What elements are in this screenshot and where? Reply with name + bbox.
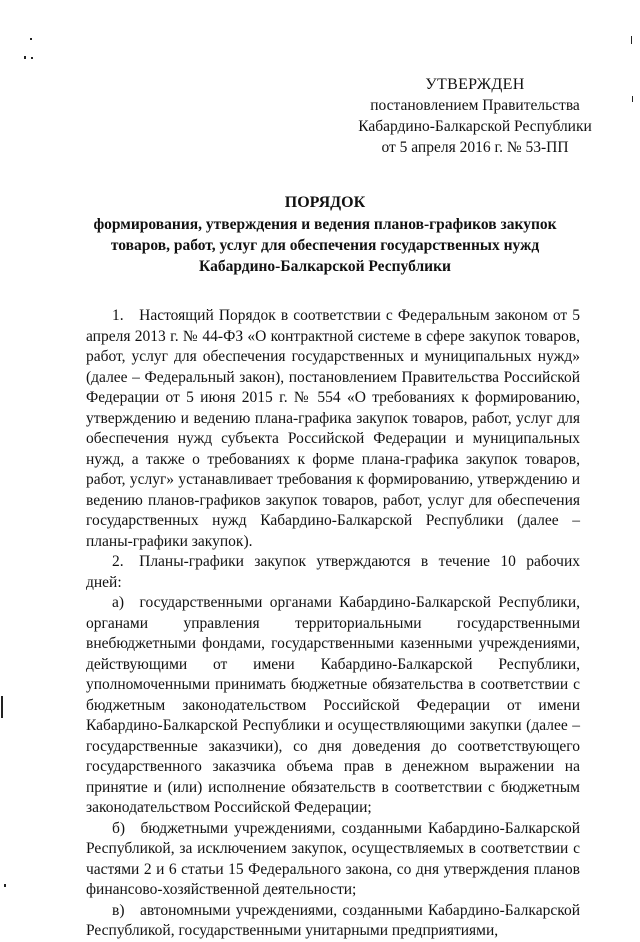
approval-line: Кабардино-Балкарской Республики bbox=[358, 118, 592, 135]
document-body bbox=[86, 306, 580, 942]
scan-mark bbox=[4, 884, 6, 887]
document-title bbox=[60, 192, 590, 277]
title-subtitle: Кабардино-Балкарской Республики bbox=[199, 258, 451, 275]
paragraph-2: 2. Планы-графики закупок утверждаются в течение 10 рабочих дней: bbox=[86, 553, 580, 591]
paragraph-2c: в) автономными учреждениями, созданными Кабардино-Балкарской Республикой, государственными унитарными предприятиями, bbox=[86, 901, 580, 939]
approval-line: постановлением Правительства bbox=[370, 97, 580, 114]
scan-mark bbox=[632, 96, 633, 102]
title-main: ПОРЯДОК bbox=[284, 194, 366, 211]
paragraph-2b: б) бюджетными учреждениями, созданными Кабардино-Балкарской Республикой, за исключением закупок, осуществляемых в соответствии с частями 2 и 6 статьи 15 Федерального закона, со дня утверждения планов финансово-хозяйственной деятельности; bbox=[86, 819, 580, 898]
scan-mark bbox=[631, 36, 632, 44]
title-subtitle: товаров, работ, услуг для обеспечения государственных нужд bbox=[110, 237, 540, 254]
title-subtitle: формирования, утверждения и ведения планов-графиков закупок bbox=[93, 216, 557, 233]
scan-mark bbox=[31, 57, 33, 59]
paragraph-2a: а) государственными органами Кабардино-Балкарской Республики, органами управления территориальными государственными внебюджетными фондами, государственными казенными учреждениями, действующими от имени Кабардино-Балкарской Республики, уполномоченными принимать бюджетные обязательства в соответствии с бюджетным законодательством Российской Федерации от имени Кабардино-Балкарской Республики и осуществляющими закупки (далее – государственные заказчики), со дня доведения до соответствующего государственного заказчика объема прав в денежном выражении на принятие и (или) исполнение обязательств в соответствии с бюджетным законодательством Российской Федерации; bbox=[86, 594, 580, 816]
paragraph-1: 1. Настоящий Порядок в соответствии с Федеральным законом от 5 апреля 2013 г. № 44-ФЗ «О контрактной системе в сфере закупок товаров, работ, услуг для обеспечения государственных и муниципальных нужд» (далее – Федеральный закон), постановлением Правительства Российской Федерации от 5 июня 2015 г. № 554 «О требованиях к формированию, утверждению и ведению плана-графика закупок товаров, работ, услуг для обеспечения нужд субъекта Российской Федерации и муниципальных нужд, а также о требованиях к форме плана-графика закупок товаров, работ, услуг» устанавливает требования к формированию, утверждению и ведению планов-графиков закупок товаров, работ, услуг для обеспечения государственных нужд Кабардино-Балкарской Республики (далее – планы-графики закупок). bbox=[86, 307, 580, 550]
scan-mark bbox=[24, 56, 26, 59]
scan-mark bbox=[30, 38, 32, 40]
approval-line: от 5 апреля 2016 г. № 53-ПП bbox=[381, 139, 569, 156]
approval-heading: УТВЕРЖДЕН bbox=[425, 76, 525, 93]
scan-mark bbox=[1, 696, 3, 718]
approval-stamp bbox=[330, 74, 620, 158]
